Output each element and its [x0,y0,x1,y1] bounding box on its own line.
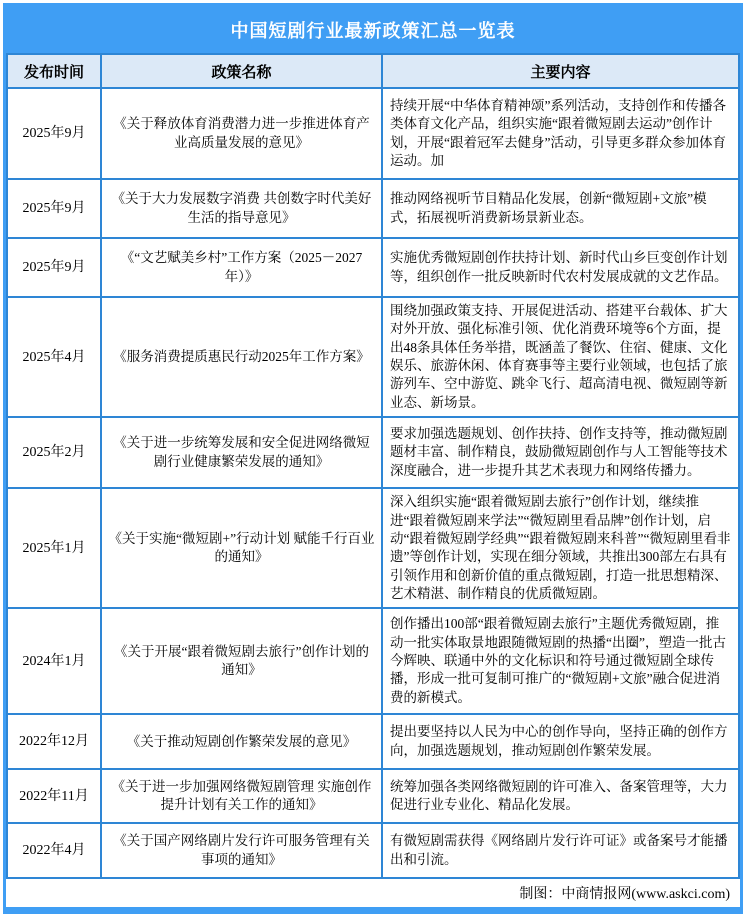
cell-policy-name: 《服务消费提质惠民行动2025年工作方案》 [101,297,382,417]
cell-policy-name: 《关于大力发展数字消费 共创数字时代美好生活的指导意见》 [101,179,382,238]
cell-publish-date: 2025年9月 [7,179,101,238]
table-row [7,714,739,769]
table-row [7,608,739,714]
cell-publish-date: 2025年9月 [7,88,101,179]
cell-publish-date: 2024年1月 [7,608,101,714]
cell-policy-name: 《关于释放体育消费潜力进一步推进体育产业高质量发展的意见》 [101,88,382,179]
table-row [7,297,739,417]
cell-main-content: 统筹加强各类网络微短剧的许可准入、备案管理等，大力促进行业专业化、精品化发展。 [382,769,739,823]
credit-bar [6,879,740,907]
cell-main-content: 有微短剧需获得《网络剧片发行许可证》或备案号才能播出和引流。 [382,823,739,878]
cell-policy-name: 《关于开展“跟着微短剧去旅行”创作计划的通知》 [101,608,382,714]
cell-main-content: 推动网络视听节目精品化发展，创新“微短剧+文旅”模式，拓展视听消费新场景新业态。 [382,179,739,238]
cell-policy-name: 《关于进一步加强网络微短剧管理 实施创作提升计划有关工作的通知》 [101,769,382,823]
table-row [7,769,739,823]
header-row [7,54,739,88]
column-header-policy-name: 政策名称 [101,54,382,88]
cell-policy-name: 《关于进一步统筹发展和安全促进网络微短剧行业健康繁荣发展的通知》 [101,417,382,488]
table-header [7,54,739,88]
cell-publish-date: 2022年11月 [7,769,101,823]
table-row [7,238,739,297]
cell-policy-name: 《“文艺赋美乡村”工作方案（2025－2027年）》 [101,238,382,297]
cell-publish-date: 2022年12月 [7,714,101,769]
table-row [7,488,739,608]
title-bar [6,6,740,53]
cell-main-content: 持续开展“中华体育精神颂”系列活动，支持创作和传播各类体育文化产品，组织实施“跟着微短剧去运动”创作计划，开展“跟着冠军去健身”活动，引导更多群众参加体育运动。加 [382,88,739,179]
table-row [7,417,739,488]
cell-policy-name: 《关于国产网络剧片发行许可服务管理有关事项的通知》 [101,823,382,878]
policy-summary-poster [3,3,743,914]
cell-main-content: 实施优秀微短剧创作扶持计划、新时代山乡巨变创作计划等，组织创作一批反映新时代农村发展成就的文艺作品。 [382,238,739,297]
table-body [7,88,739,878]
cell-main-content: 创作播出100部“跟着微短剧去旅行”主题优秀微短剧，推动一批实体取景地跟随微短剧的热播“出圈”，塑造一批古今辉映、联通中外的文化标识和符号通过微短剧全球传播，形成一批可复制可推广的“微短剧+文旅”融合促进消费的新模式。 [382,608,739,714]
cell-main-content: 要求加强选题规划、创作扶持、创作支持等，推动微短剧题材丰富、制作精良，鼓励微短剧创作与人工智能等技术深度融合，进一步提升其艺术表现力和网络传播力。 [382,417,739,488]
table-row [7,823,739,878]
cell-policy-name: 《关于实施“微短剧+”行动计划 赋能千行百业的通知》 [101,488,382,608]
cell-main-content: 提出要坚持以人民为中心的创作导向，坚持正确的创作方向，加强选题规划，推动短剧创作繁荣发展。 [382,714,739,769]
cell-policy-name: 《关于推动短剧创作繁荣发展的意见》 [101,714,382,769]
credit-line: 制图：中商情报网(www.askci.com) [519,887,730,903]
policy-table [6,53,740,879]
cell-main-content: 围绕加强政策支持、开展促进活动、搭建平台载体、扩大对外开放、强化标准引领、优化消费环境等6个方面，提出48条具体任务举措，既涵盖了餐饮、住宿、健康、文化娱乐、旅游休闲、体育赛事等主要行业领域，也包括了旅游列车、空中游览、跳伞飞行、超高清电视、微短剧等新业态、新场景。 [382,297,739,417]
cell-publish-date: 2025年4月 [7,297,101,417]
cell-publish-date: 2025年1月 [7,488,101,608]
cell-publish-date: 2025年9月 [7,238,101,297]
page-title: 中国短剧行业最新政策汇总一览表 [230,20,516,41]
cell-publish-date: 2022年4月 [7,823,101,878]
cell-publish-date: 2025年2月 [7,417,101,488]
column-header-publish-date: 发布时间 [7,54,101,88]
table-row [7,88,739,179]
column-header-main-content: 主要内容 [382,54,739,88]
cell-main-content: 深入组织实施“跟着微短剧去旅行”创作计划，继续推进“跟着微短剧来学法”“微短剧里看品牌”创作计划，启动“跟着微短剧学经典”“跟着微短剧来科普”“微短剧里看非遗”等创作计划，实现在细分领域，共推出300部左右具有引领作用和创新价值的重点微短剧，打造一批思想精深、艺术精湛、制作精良的优质微短剧。 [382,488,739,608]
table-row [7,179,739,238]
